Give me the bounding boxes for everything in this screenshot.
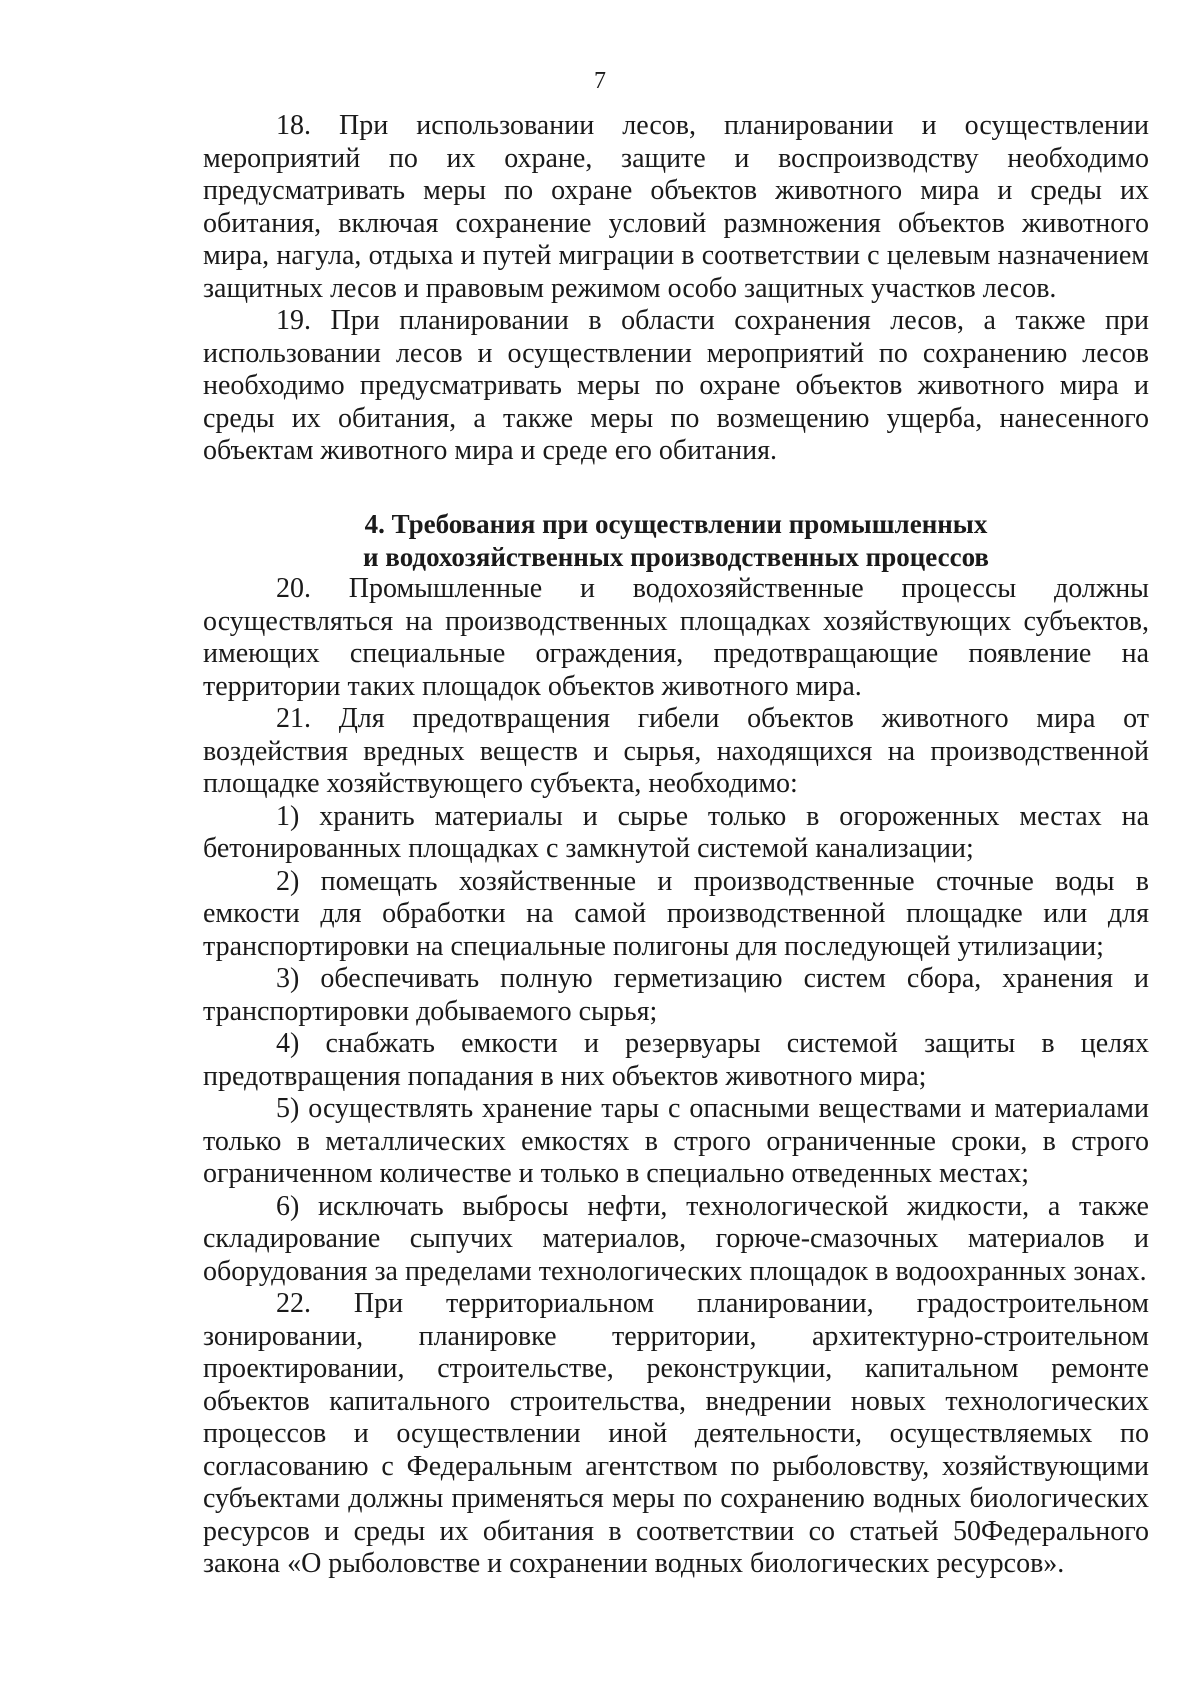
page-number: 7 — [594, 68, 606, 94]
paragraph-18: 18. При использовании лесов, планировании и осуществлении мероприятий по их охране, защите и воспроизводству необходимо предусматривать меры по охране объектов животного мира и среды их обитания, включая сохранение условий размножения объектов животного мира, нагула, отдыха и путей миграции в соответствии с целевым назначением защитных лесов и правовым режимом особо защитных участков лесов. — [203, 110, 1149, 304]
list-item-1: 1) хранить материалы и сырье только в огороженных местах на бетонированных площадках с замкнутой системой канализации; — [203, 800, 1149, 864]
section-heading — [203, 508, 1149, 573]
heading-line-1: 4. Требования при осуществлении промышленных — [364, 509, 988, 539]
paragraph-21: 21. Для предотвращения гибели объектов животного мира от воздействия вредных веществ и сырья, находящихся на производственной площадке хозяйствующего субъекта, необходимо: — [203, 703, 1149, 799]
heading-line-2: и водохозяйственных производственных процессов — [363, 541, 989, 572]
list-item-5: 5) осуществлять хранение тары с опасными веществами и материалами только в металлических емкостях в строго ограниченные сроки, в строго ограниченном количестве и только в специально отведенных местах; — [203, 1093, 1149, 1189]
paragraph-22: 22. При территориальном планировании, градостроительном зонировании, планировке территории, архитектурно-строительном проектировании, строительстве, реконструкции, капитальном ремонте объектов капитального строительства, внедрении новых технологических процессов и осуществлении иной деятельности, осуществляемых по согласованию с Федеральным агентством по рыболовству, хозяйствующими субъектами должны применяться меры по сохранению водных биологических ресурсов и среды их обитания в соответствии со статьей 50Федерального закона «О рыболовстве и сохранении водных биологических ресурсов». — [203, 1288, 1149, 1579]
section-industrial — [203, 573, 1149, 1581]
paragraph-20: 20. Промышленные и водохозяйственные процессы должны осуществляться на производственных площадках хозяйствующих субъектов, имеющих специальные ограждения, предотвращающие появление на территории таких площадок объектов животного мира. — [203, 573, 1149, 702]
section-forests — [203, 110, 1149, 468]
list-item-2: 2) помещать хозяйственные и производственные сточные воды в емкости для обработки на самой производственной площадке или для транспортировки на специальные полигоны для последующей утилизации; — [203, 865, 1149, 962]
list-item-3: 3) обеспечивать полную герметизацию систем сбора, хранения и транспортировки добываемого сырья; — [203, 963, 1149, 1027]
paragraph-19: 19. При планировании в области сохранения лесов, а также при использовании лесов и осуществлении мероприятий по сохранению лесов необходимо предусматривать меры по охране объектов животного мира и среды их обитания, а также меры по возмещению ущерба, нанесенного объектам животного мира и среде его обитания. — [203, 305, 1149, 466]
list-item-4: 4) снабжать емкости и резервуары системой защиты в целях предотвращения попадания в них объектов животного мира; — [203, 1028, 1149, 1092]
list-item-6: 6) исключать выбросы нефти, технологической жидкости, а также складирование сыпучих материалов, горюче-смазочных материалов и оборудования за пределами технологических площадок в водоохранных зонах. — [203, 1190, 1149, 1287]
